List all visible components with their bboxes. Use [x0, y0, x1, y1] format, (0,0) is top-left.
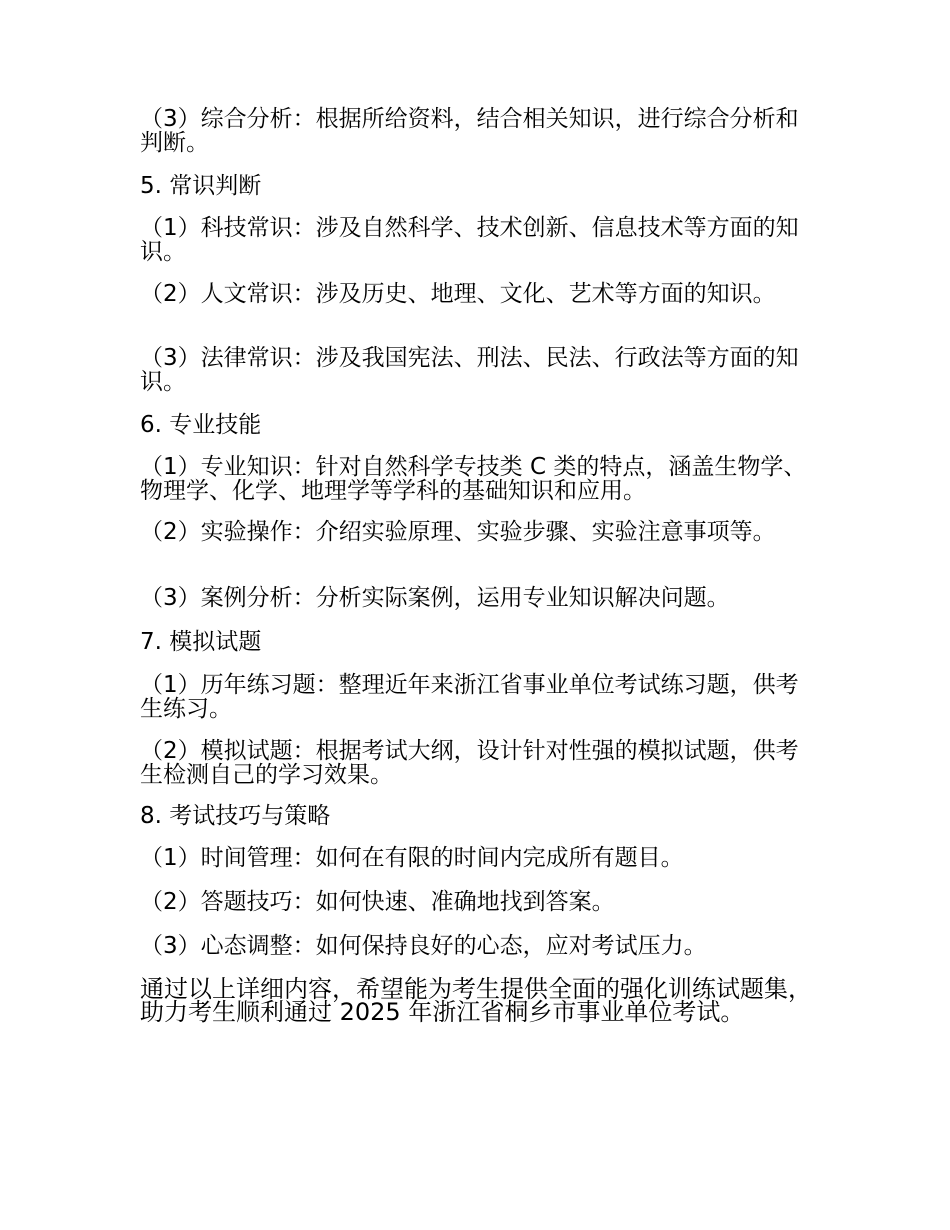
paragraph-humanities-knowledge: （2）人文常识：涉及历史、地理、文化、艺术等方面的知识。 [140, 281, 776, 307]
paragraph-past-exercises: （1）历年练习题：整理近年来浙江省事业单位考试练习题，供考生练习。 [140, 672, 799, 722]
paragraph-mindset: （3）心态调整：如何保持良好的心态，应对考试压力。 [140, 933, 707, 959]
heading-exam-tips: 8. 考试技巧与策略 [140, 803, 331, 829]
paragraph-comprehensive-analysis: （3）综合分析：根据所给资料，结合相关知识，进行综合分析和判断。 [140, 106, 799, 156]
paragraph-professional-knowledge: （1）专业知识：针对自然科学专技类 C 类的特点，涵盖生物学、物理学、化学、地理学等学科的基础知识和应用。 [140, 454, 807, 504]
heading-professional-skills: 6. 专业技能 [140, 412, 262, 438]
heading-mock-exams: 7. 模拟试题 [140, 629, 262, 655]
heading-common-sense: 5. 常识判断 [140, 173, 262, 199]
paragraph-time-management: （1）时间管理：如何在有限的时间内完成所有题目。 [140, 845, 684, 871]
paragraph-mock-questions: （2）模拟试题：根据考试大纲，设计针对性强的模拟试题，供考生检测自己的学习效果。 [140, 738, 799, 788]
paragraph-answering-skills: （2）答题技巧：如何快速、准确地找到答案。 [140, 889, 615, 915]
paragraph-case-analysis: （3）案例分析：分析实际案例，运用专业知识解决问题。 [140, 585, 730, 611]
paragraph-experiment-operation: （2）实验操作：介绍实验原理、实验步骤、实验注意事项等。 [140, 519, 776, 545]
paragraph-legal-knowledge: （3）法律常识：涉及我国宪法、刑法、民法、行政法等方面的知识。 [140, 345, 799, 395]
paragraph-science-knowledge: （1）科技常识：涉及自然科学、技术创新、信息技术等方面的知识。 [140, 215, 799, 265]
paragraph-closing-summary: 通过以上详细内容，希望能为考生提供全面的强化训练试题集，助力考生顺利通过 2025 年浙江省桐乡市事业单位考试。 [140, 975, 812, 1026]
